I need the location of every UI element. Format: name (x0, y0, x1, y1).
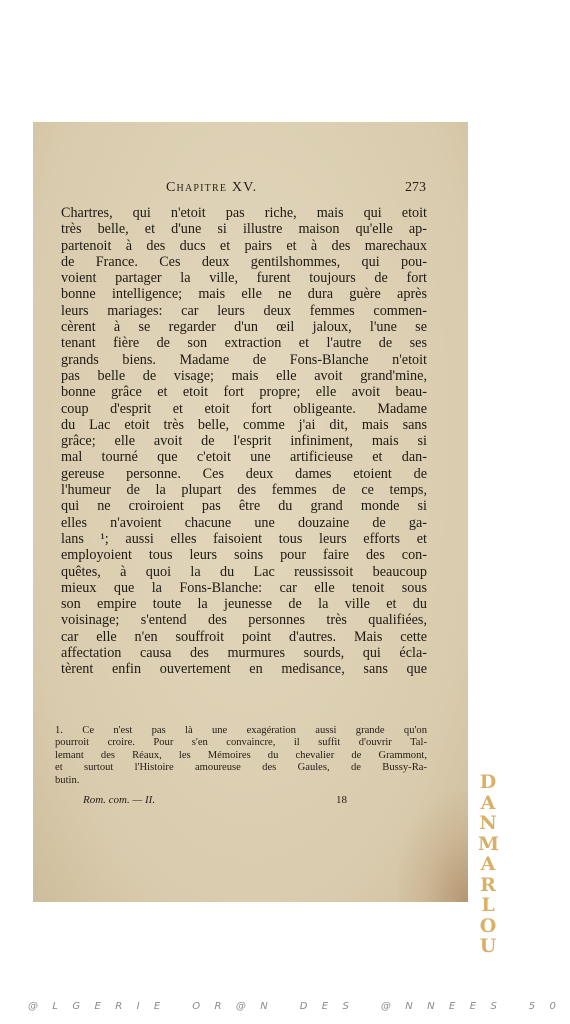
bottom-watermark: @LGERIE OR@N DES @NNEES 50 (28, 1001, 570, 1012)
text-line: employoient tous leurs soins pour faire des con- (61, 547, 427, 564)
text-line: car elle n'en souffroit point d'autres. Mais cette (61, 628, 427, 645)
text-line: qui ne croiroient pas être du grand monde si (61, 498, 427, 515)
footnote-line: 1. Ce n'est pas là une exagération aussi grande qu'on (55, 725, 427, 736)
text-line: de France. Ces deux gentilshommes, qui pou- (61, 253, 427, 270)
text-line: mal tourné que c'etoit une artificieuse et dan- (61, 449, 427, 466)
text-line: cèrent à se regarder d'un œil jaloux, l'une se (61, 319, 427, 336)
page-stain (398, 792, 468, 902)
text-line: lans ¹; aussi elles faisoient tous leurs efforts et (61, 530, 427, 547)
book-page (33, 122, 468, 902)
text-line: affectation causa des murmures sourds, qui écla- (61, 645, 427, 662)
text-line: bonne grâce et etoit fort propre; elle avoit beau- (61, 384, 427, 401)
text-line: voisinage; s'entend des personnes très qualifiées, (61, 612, 427, 629)
text-line: tenant fière de son extraction et l'autre de ses (61, 335, 427, 352)
watermark-letter: A (480, 791, 496, 814)
signature-volume: Rom. com. — II. (83, 794, 156, 806)
watermark-letter: L (481, 894, 495, 916)
watermark-letter: M (478, 832, 500, 855)
footnote-line: pourroit croire. Pour s'en convaincre, il suffit d'ouvrir Tal- (55, 737, 427, 749)
text-line: gereuse personne. Ces deux dames etoient de (61, 465, 427, 482)
watermark-letter: N (479, 812, 497, 834)
watermark-letter: O (479, 914, 497, 937)
text-line: grands biens. Madame de Fons-Blanche n'etoit (61, 351, 427, 368)
watermark-letter: D (479, 771, 497, 793)
watermark-letter: U (479, 935, 497, 957)
vertical-watermark (478, 772, 498, 957)
footnote-line: et surtout l'Histoire amoureuse des Gaules, de Bussy-Ra- (55, 762, 427, 774)
text-line: l'humeur de la plupart des femmes de ce temps, (61, 482, 427, 499)
text-line: coup d'esprit et etoit fort obligeante. Madame (61, 400, 427, 417)
text-line: mieux que la Fons-Blanche: car elle tenoit sous (61, 579, 427, 596)
text-line: Chartres, qui n'etoit pas riche, mais qui etoit (61, 205, 427, 221)
footnote (55, 725, 427, 787)
body-text (61, 205, 427, 678)
chapter-title: Chapitre XV. (166, 180, 258, 195)
text-line: partenoit à des ducs et pairs et à des marechaux (61, 237, 427, 254)
text-line: quêtes, à quoi la du Lac reussissoit beaucoup (61, 563, 427, 580)
footnote-line: lemant des Réaux, les Mémoires du chevalier de Grammont, (55, 749, 427, 761)
text-line: bonne intelligence; mais elle ne dura guère après (61, 286, 427, 303)
footnote-line: butin. (55, 774, 80, 786)
text-line: son empire toute la jeunesse de la ville et du (61, 596, 427, 613)
text-line: pas belle de visage; mais elle avoit grand'mine, (61, 367, 427, 384)
text-line: du Lac etoit très belle, comme j'ai dit, mais sans (61, 416, 427, 433)
text-line: très belle, et d'une si illustre maison qu'elle ap- (61, 221, 427, 238)
text-line: grâce; elle avoit de l'esprit infiniment, mais si (61, 433, 427, 450)
text-line: elles n'avoient chacune une douzaine de ga- (61, 514, 427, 531)
text-line: tèrent enfin ouvertement en medisance, sans que (61, 661, 427, 678)
text-line: leurs mariages: car leurs deux femmes commen- (61, 302, 427, 319)
signature-number: 18 (336, 794, 347, 806)
text-line: voient partager la ville, furent toujours de fort (61, 270, 427, 287)
page-number: 273 (405, 180, 426, 195)
watermark-letter: A (480, 853, 496, 875)
watermark-letter: R (480, 873, 496, 896)
